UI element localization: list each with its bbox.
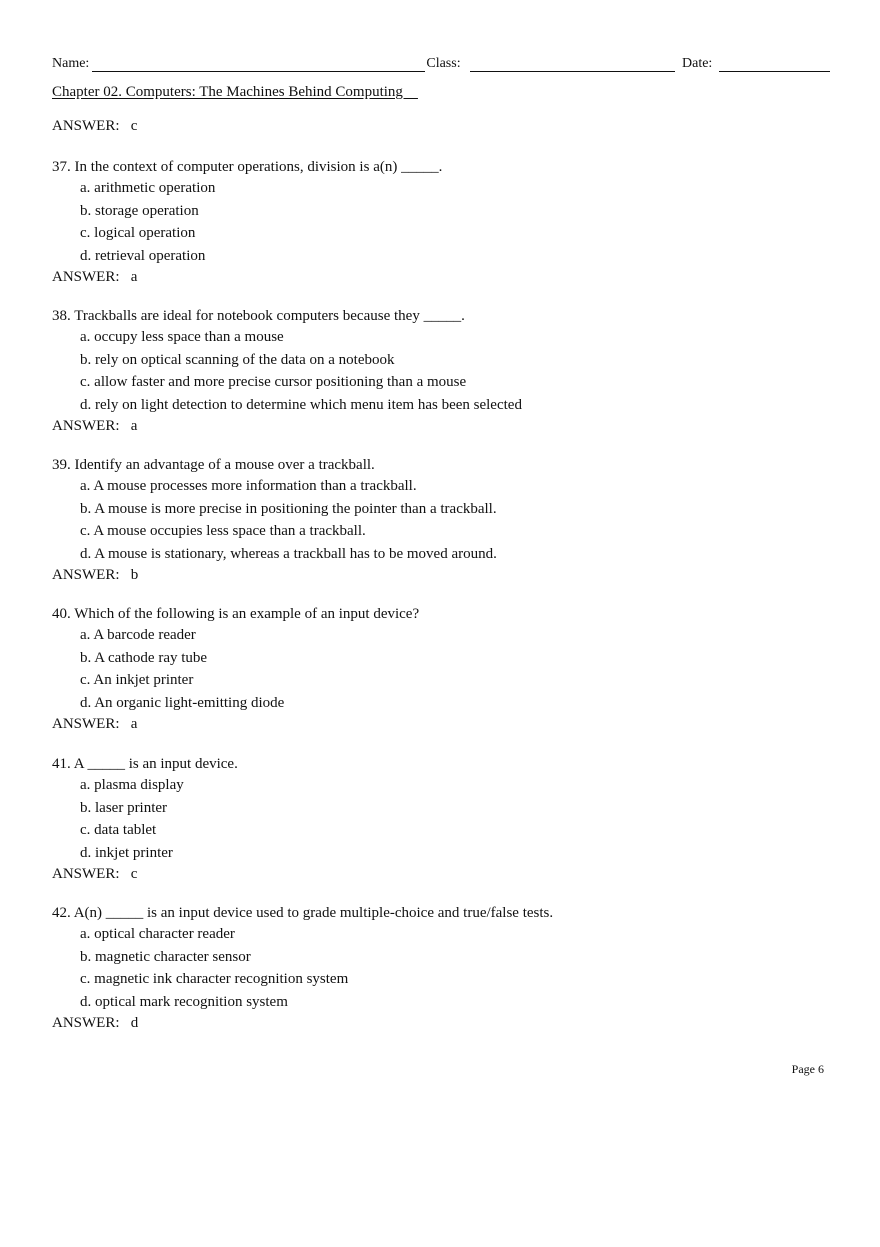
question-number: 38. [52,308,71,324]
option-text: inkjet printer [95,844,173,861]
option-text: A mouse is more precise in positioning the pointer than a trackball. [94,500,497,517]
option-list [52,774,832,864]
answer-value: c [130,118,138,134]
answer-label: ANSWER: [52,118,120,134]
class-blank [470,57,675,72]
option-letter: a. [80,329,91,345]
option-c [80,669,832,692]
answer-label: ANSWER: [52,1015,120,1031]
option-d [80,543,832,566]
name-label: Name: [52,56,90,71]
option-b [80,349,832,372]
option-list [52,475,832,565]
option-letter: b. [80,351,92,368]
option-letter: a. [80,627,91,643]
question-text: A _____ is an input device. [73,756,238,772]
answer-value: b [130,567,139,583]
option-text: An organic light-emitting diode [94,694,285,711]
answer-label: ANSWER: [52,866,120,882]
option-letter: a. [80,777,91,793]
answer-line [52,565,832,585]
answer-value: a [130,716,138,732]
answer-label: ANSWER: [52,269,120,285]
option-a [80,923,832,946]
option-a [80,624,832,647]
option-text: A cathode ray tube [94,649,208,666]
question-number: 37. [52,159,71,175]
option-c [80,222,832,245]
option-letter: c. [80,822,91,838]
option-text: magnetic ink character recognition system [94,971,349,987]
option-letter: b. [80,948,92,965]
option-text: A mouse is stationary, whereas a trackball has to be moved around. [94,545,497,562]
option-letter: d. [80,247,92,264]
header-row [52,52,830,72]
option-d [80,991,832,1014]
page-number: Page 6 [791,1062,824,1076]
option-text: magnetic character sensor [95,948,251,965]
option-letter: d. [80,694,92,711]
option-letter: c. [80,374,91,390]
date-blank [719,57,830,72]
question-stem [52,157,832,177]
option-letter: c. [80,672,91,688]
option-letter: b. [80,500,92,517]
question-stem [52,903,832,923]
class-label: Class: [426,56,461,71]
option-letter: b. [80,649,92,666]
option-text: A barcode reader [93,627,196,643]
option-d [80,245,832,268]
option-a [80,774,832,797]
option-text: optical character reader [94,926,235,942]
answer-value: a [130,418,138,434]
option-letter: d. [80,844,92,861]
option-text: logical operation [94,225,196,241]
option-letter: c. [80,523,91,539]
option-letter: a. [80,478,91,494]
question-number: 40. [52,606,71,622]
option-text: occupy less space than a mouse [94,329,284,345]
option-c [80,371,832,394]
answer-line [52,1013,832,1033]
option-b [80,946,832,969]
answer-label: ANSWER: [52,418,120,434]
option-list [52,923,832,1013]
option-letter: b. [80,799,92,816]
option-text: optical mark recognition system [95,993,288,1010]
answer-label: ANSWER: [52,567,120,583]
answer-label: ANSWER: [52,716,120,732]
question-38 [52,306,832,436]
question-stem [52,455,832,475]
option-text: A mouse occupies less space than a trackball. [93,523,366,539]
question-stem [52,306,832,326]
question-number: 42. [52,905,71,921]
leading-answer [52,118,137,135]
option-d [80,394,832,417]
question-text: Which of the following is an example of an input device? [74,606,420,622]
answer-value: c [130,866,138,882]
option-letter: a. [80,926,91,942]
chapter-title: Chapter 02. Computers: The Machines Behind Computing [52,84,418,100]
option-c [80,968,832,991]
question-stem [52,604,832,624]
option-letter: d. [80,545,92,562]
option-text: rely on light detection to determine which menu item has been selected [95,396,522,413]
option-b [80,647,832,670]
question-39 [52,455,832,585]
option-c [80,520,832,543]
option-d [80,842,832,865]
question-stem [52,754,832,774]
option-text: arithmetic operation [94,180,216,196]
option-letter: b. [80,202,92,219]
option-list [52,624,832,714]
option-letter: c. [80,225,91,241]
option-a [80,475,832,498]
answer-line [52,267,832,287]
question-text: A(n) _____ is an input device used to grade multiple-choice and true/false tests. [73,905,554,921]
option-b [80,200,832,223]
option-text: allow faster and more precise cursor positioning than a mouse [94,374,467,390]
option-text: laser printer [95,799,168,816]
question-42 [52,903,832,1033]
option-letter: d. [80,993,92,1010]
answer-value: d [130,1015,139,1031]
option-letter: d. [80,396,92,413]
answer-line [52,416,832,436]
name-blank [92,57,425,72]
option-letter: c. [80,971,91,987]
question-41 [52,754,832,884]
question-text: In the context of computer operations, division is a(n) _____. [74,159,443,175]
option-letter: a. [80,180,91,196]
answer-line [52,864,832,884]
option-c [80,819,832,842]
option-text: data tablet [94,822,157,838]
question-text: Trackballs are ideal for notebook computers because they _____. [74,308,465,324]
option-list [52,326,832,416]
date-label: Date: [682,56,713,71]
question-40 [52,604,832,734]
question-text: Identify an advantage of a mouse over a trackball. [74,457,375,473]
answer-value: a [130,269,138,285]
option-b [80,797,832,820]
answer-line [52,714,832,734]
option-text: retrieval operation [95,247,206,264]
option-text: rely on optical scanning of the data on a notebook [95,351,395,368]
option-text: A mouse processes more information than a trackball. [93,478,417,494]
question-number: 41. [52,756,71,772]
option-text: An inkjet printer [93,672,194,688]
option-a [80,326,832,349]
option-list [52,177,832,267]
option-a [80,177,832,200]
option-d [80,692,832,715]
option-b [80,498,832,521]
option-text: storage operation [95,202,199,219]
question-37 [52,157,832,287]
question-number: 39. [52,457,71,473]
option-text: plasma display [94,777,184,793]
